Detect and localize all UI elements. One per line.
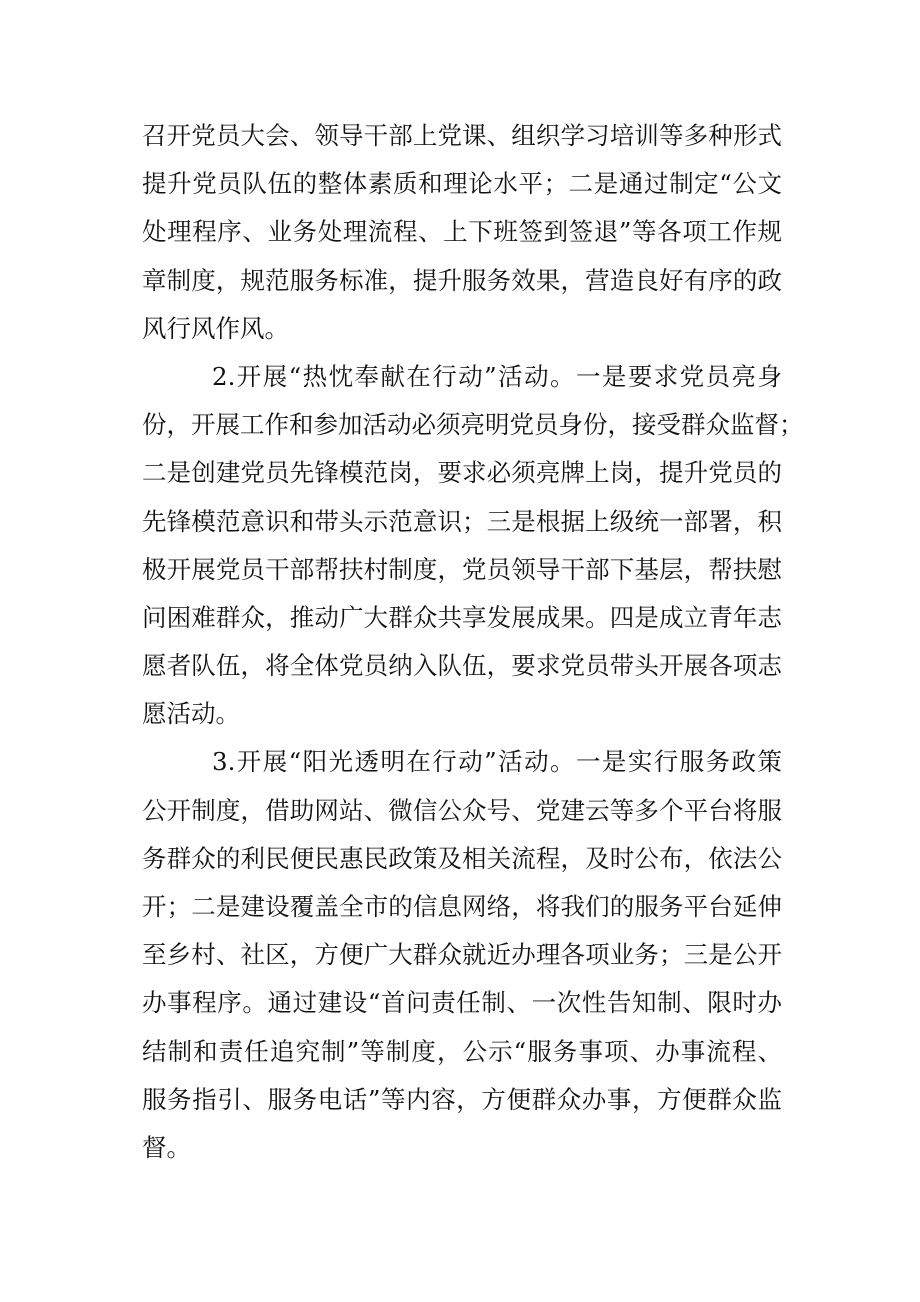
text-line: 督。 — [142, 1132, 191, 1162]
text-line: 开；二是建设覆盖全市的信息网络，将我们的服务平台延伸 — [142, 892, 782, 921]
text-line: 问困难群众，推动广大群众共享发展成果。四是成立青年志 — [142, 602, 782, 632]
text-line: 至乡村、社区，方便广大群众就近办理各项业务；三是公开 — [142, 940, 782, 970]
text-line: 愿者队伍，将全体党员纳入队伍，要求党员带头开展各项志 — [142, 651, 782, 681]
text-line: 办事程序。通过建设“首问责任制、一次性告知制、限时办 — [142, 988, 782, 1018]
text-line: 公开制度，借助网站、微信公众号、党建云等多个平台将服 — [142, 795, 782, 825]
text-line: 极开展党员干部帮扶村制度，党员领导干部下基层，帮扶慰 — [142, 554, 782, 584]
text-line: 提升党员队伍的整体素质和理论水平；二是通过制定“公文 — [142, 169, 782, 199]
text-line: 处理程序、业务处理流程、上下班签到签退”等各项工作规 — [142, 217, 782, 247]
paragraph-3-heading-line: 3.开展“阳光透明在行动”活动。一是实行服务政策 — [212, 747, 782, 777]
text-line: 召开党员大会、领导干部上党课、组织学习培训等多种形式 — [142, 121, 782, 150]
text-line: 风行风作风。 — [142, 313, 289, 343]
document-body — [142, 112, 804, 1172]
text-line: 先锋模范意识和带头示范意识；三是根据上级统一部署，积 — [142, 506, 782, 536]
text-line: 服务指引、服务电话”等内容，方便群众办事，方便群众监 — [142, 1084, 782, 1114]
text-line: 愿活动。 — [142, 699, 240, 729]
text-line: 结制和责任追究制”等制度，公示“服务事项、办事流程、 — [142, 1036, 782, 1066]
text-line: 务群众的利民便民惠民政策及相关流程，及时公布，依法公 — [142, 843, 782, 873]
text-line: 份，开展工作和参加活动必须亮明党员身份，接受群众监督； — [142, 410, 804, 440]
text-line: 二是创建党员先锋模范岗，要求必须亮牌上岗，提升党员的 — [142, 458, 782, 488]
text-line: 章制度，规范服务标准，提升服务效果，营造良好有序的政 — [142, 265, 782, 295]
paragraph-2-heading-line: 2.开展“热忱奉献在行动”活动。一是要求党员亮身 — [212, 361, 782, 391]
